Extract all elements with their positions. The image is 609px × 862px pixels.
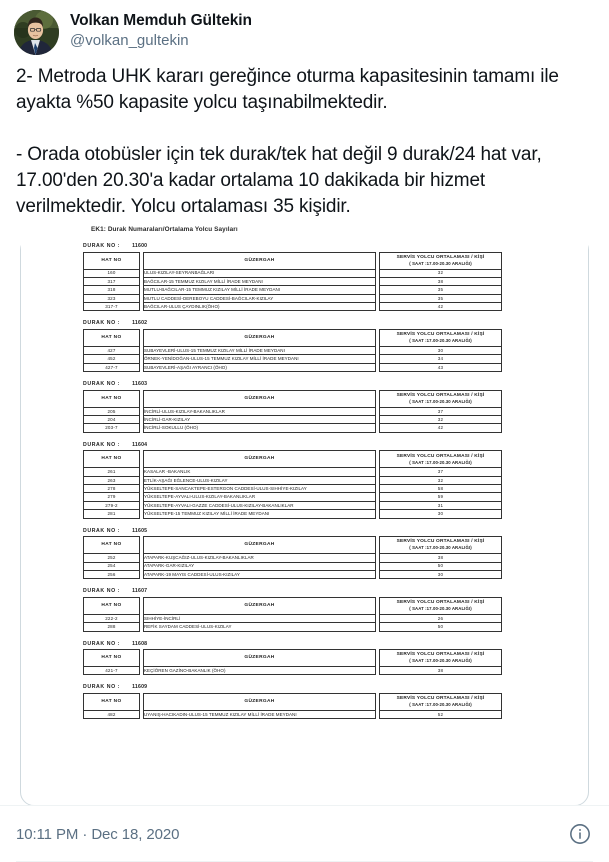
cell-route: BAĞCILAR-15 TEMMUZ KIZILAY MİLLİ İRADE MEYDANI [144, 277, 376, 285]
column-header-guzergah: GÜZERGAH [144, 451, 376, 468]
table-row [84, 510, 502, 518]
average-header-line1: SERVİS YOLCU ORTALAMASI / KİŞİ [396, 600, 485, 606]
column-header-guzergah: GÜZERGAH [144, 597, 376, 614]
stop-header [83, 684, 564, 690]
cell-hat-no: 427-7 [84, 363, 140, 371]
cell-average: 38 [380, 277, 502, 285]
cell-route: İNCİRLİ-SOKULLU (ÖHO) [144, 424, 376, 432]
table-header-row [84, 390, 502, 407]
table-row [84, 623, 502, 631]
cell-hat-no: 482 [84, 710, 140, 718]
timestamp[interactable]: 10:11 PM · Dec 18, 2020 [16, 825, 180, 843]
tweet-header [0, 0, 609, 55]
stop-header [83, 320, 564, 326]
table-row [84, 501, 502, 509]
cell-hat-no: 263 [84, 476, 140, 484]
cell-hat-no: 261 [84, 468, 140, 476]
tweet-media-image[interactable] [20, 226, 589, 806]
cell-average: 50 [380, 623, 502, 631]
average-header-line1: SERVİS YOLCU ORTALAMASI / KİŞİ [396, 539, 485, 545]
table-header-row [84, 597, 502, 614]
table-row [84, 424, 502, 432]
column-header-guzergah: GÜZERGAH [144, 650, 376, 667]
cell-route: İNCİRLİ-ULUS-KIZILAY-BAKANLIKLAR [144, 407, 376, 415]
stop-table [83, 450, 502, 518]
table-header-row [84, 252, 502, 269]
cell-route: BAĞCILAR-ULUS ÇAYDINLIK(ÖHO) [144, 303, 376, 311]
cell-average: 32 [380, 269, 502, 277]
table-row [84, 416, 502, 424]
table-header-row [84, 329, 502, 346]
stop-block [83, 442, 564, 519]
average-header-line2: ( SAAT :17.00-20.30 ARALIĞI) [409, 658, 472, 664]
table-row [84, 562, 502, 570]
stop-block [83, 684, 564, 719]
stop-label: DURAK NO : [83, 684, 121, 691]
cell-hat-no: 421-7 [84, 667, 140, 675]
column-header-average [380, 252, 502, 269]
cell-hat-no: 254 [84, 562, 140, 570]
cell-average: 32 [380, 416, 502, 424]
stop-number: 11608 [132, 640, 148, 647]
table-row [84, 493, 502, 501]
cell-hat-no: 323 [84, 294, 140, 302]
column-header-average [380, 597, 502, 614]
cell-route: YÜKSELTEPE-15 TEMMUZ KIZILAY MİLLİ İRADE MEYDANI [144, 510, 376, 518]
cell-average: 26 [380, 614, 502, 622]
column-header-average [380, 650, 502, 667]
cell-hat-no: 452 [84, 355, 140, 363]
average-header-line2: ( SAAT :17.00-20.30 ARALIĞI) [409, 338, 472, 344]
table-row [84, 614, 502, 622]
stop-table [83, 390, 502, 433]
cell-route: YÜKSELTEPE-AYVALI-ULUS-KIZILAY-BAKANLIKLAR [144, 493, 376, 501]
stop-number: 11602 [132, 320, 148, 327]
stop-label: DURAK NO : [83, 588, 121, 595]
cell-hat-no: 204 [84, 416, 140, 424]
table-row [84, 294, 502, 302]
cell-route: SUBAYEVLERİ-AŞAĞI AYRANCI (ÖHO) [144, 363, 376, 371]
cell-average: 38 [380, 667, 502, 675]
cell-route: ÖRNEK-YENİDOĞAN-ULUS-15 TEMMUZ KIZILAY MİLLİ İRADE MEYDANI [144, 355, 376, 363]
stop-table [83, 329, 502, 372]
table-row [84, 485, 502, 493]
cell-route: KEÇİÖREN GAZİNO-BAKANLIK (ÖHO) [144, 667, 376, 675]
cell-average: 34 [380, 355, 502, 363]
stop-number: 11605 [132, 527, 148, 534]
cell-average: 42 [380, 303, 502, 311]
stop-block [83, 588, 564, 631]
table-row [84, 363, 502, 371]
average-header-line2: ( SAAT :17.00-20.30 ARALIĞI) [409, 398, 472, 404]
cell-hat-no: 160 [84, 269, 140, 277]
table-row [84, 277, 502, 285]
column-header-average [380, 693, 502, 710]
info-circle-icon[interactable] [569, 823, 591, 845]
cell-route: UYANIŞ-HACIKADIN-ULUS-15 TEMMUZ KIZILAY MİLLİ İRADE MEYDANI [144, 710, 376, 718]
stop-header [83, 243, 564, 249]
stop-number: 11603 [132, 381, 148, 388]
cell-route: REFİK SAYDAM CADDESİ-ULUS-KIZILAY [144, 623, 376, 631]
table-row [84, 710, 502, 718]
stop-block [83, 243, 564, 311]
stop-label: DURAK NO : [83, 243, 121, 249]
tweet-paragraph-1: 2- Metroda UHK kararı gereğince oturma kapasitesinin tamamı ile ayakta %50 kapasite yolcu taşınabilmektedir. [16, 66, 559, 113]
table-header-row [84, 537, 502, 554]
cell-average: 35 [380, 286, 502, 294]
document-body [21, 237, 588, 736]
cell-hat-no: 203-7 [84, 424, 140, 432]
cell-average: 35 [380, 294, 502, 302]
cell-route: YÜKSELTEPE-AYVALI-GAZZE CADDESİ-ULUS-KIZILAY-BAKANLIKLAR [144, 501, 376, 509]
cell-route: ATAPARK-19 MAYIS CADDESİ-ULUS-KIZILAY [144, 570, 376, 578]
cell-hat-no: 279 [84, 493, 140, 501]
document-screenshot [21, 223, 588, 736]
column-header-average [380, 329, 502, 346]
table-row [84, 286, 502, 294]
handle[interactable]: @volkan_gultekin [70, 32, 189, 49]
average-header-line1: SERVİS YOLCU ORTALAMASI / KİŞİ [396, 453, 485, 459]
stop-table [83, 693, 502, 719]
average-header-line2: ( SAAT :17.00-20.30 ARALIĞI) [409, 606, 472, 612]
display-name[interactable]: Volkan Memduh Gültekin [70, 12, 252, 29]
cell-average: 52 [380, 710, 502, 718]
table-row [84, 554, 502, 562]
table-header-row [84, 650, 502, 667]
average-header-line1: SERVİS YOLCU ORTALAMASI / KİŞİ [396, 392, 485, 398]
cell-route: SIHHİYE-İNCİRLİ [144, 614, 376, 622]
cell-average: 37 [380, 407, 502, 415]
cell-route: ETLİK-AŞAĞI EĞLENCE-ULUS-KIZILAY [144, 476, 376, 484]
cell-hat-no: 317-7 [84, 303, 140, 311]
stop-label: DURAK NO : [83, 640, 121, 647]
column-header-hat-no: HAT NO [84, 252, 140, 269]
stop-block [83, 320, 564, 372]
cell-hat-no: 256 [84, 570, 140, 578]
cell-hat-no: 222-2 [84, 614, 140, 622]
cell-route: ATAPARK-GAR-KIZILAY [144, 562, 376, 570]
stop-label: DURAK NO : [83, 320, 121, 327]
cell-average: 50 [380, 562, 502, 570]
cell-route: MUTLU CADDESİ-DEREBOYU CADDESİ-BAĞCILAR-KIZILAY [144, 294, 376, 302]
column-header-hat-no: HAT NO [84, 451, 140, 468]
stop-table [83, 597, 502, 632]
cell-hat-no: 318 [84, 286, 140, 294]
cell-average: 30 [380, 510, 502, 518]
cell-average: 42 [380, 424, 502, 432]
table-header-row [84, 451, 502, 468]
stop-number: 11600 [132, 243, 148, 249]
column-header-guzergah: GÜZERGAH [144, 537, 376, 554]
cell-route: KASALAR -BAKANLIK [144, 468, 376, 476]
column-header-guzergah: GÜZERGAH [144, 329, 376, 346]
table-row [84, 346, 502, 354]
cell-hat-no: 252 [84, 554, 140, 562]
column-header-average [380, 390, 502, 407]
average-header-line2: ( SAAT :17.00-20.30 ARALIĞI) [409, 260, 472, 266]
stop-header [83, 588, 564, 594]
average-header-line1: SERVİS YOLCU ORTALAMASI / KİŞİ [396, 696, 485, 702]
document-title: EK1: Durak Numaraları/Ortalama Yolcu Sayıları [91, 226, 238, 233]
column-header-hat-no: HAT NO [84, 650, 140, 667]
cell-route: YÜKSELTEPE-SANCAKTEPE-ESTERGON CADDESİ-ULUS-SIHHİYE-KIZILAY [144, 485, 376, 493]
stop-label: DURAK NO : [83, 527, 121, 534]
stop-number: 11607 [132, 588, 148, 595]
column-header-hat-no: HAT NO [84, 390, 140, 407]
average-header-line1: SERVİS YOLCU ORTALAMASI / KİŞİ [396, 254, 485, 260]
stop-block [83, 641, 564, 676]
average-header-line1: SERVİS YOLCU ORTALAMASI / KİŞİ [396, 332, 485, 338]
table-row [84, 407, 502, 415]
cell-average: 30 [380, 346, 502, 354]
cell-hat-no: 281 [84, 510, 140, 518]
stop-label: DURAK NO : [83, 381, 121, 388]
table-row [84, 667, 502, 675]
stop-header [83, 641, 564, 647]
cell-average: 30 [380, 570, 502, 578]
column-header-hat-no: HAT NO [84, 693, 140, 710]
average-header-line1: SERVİS YOLCU ORTALAMASI / KİŞİ [396, 652, 485, 658]
cell-average: 32 [380, 476, 502, 484]
column-header-hat-no: HAT NO [84, 329, 140, 346]
stop-table [83, 536, 502, 579]
average-header-line2: ( SAAT :17.00-20.30 ARALIĞI) [409, 545, 472, 551]
column-header-guzergah: GÜZERGAH [144, 693, 376, 710]
cell-route: ULUS-KIZILAY-SEYRANBAĞLARI [144, 269, 376, 277]
cell-route: SUBAYEVLERİ-ULUS-15 TEMMUZ KIZILAY MİLLİ İRADE MEYDANI [144, 346, 376, 354]
cell-hat-no: 205 [84, 407, 140, 415]
stop-block [83, 528, 564, 580]
cell-average: 31 [380, 501, 502, 509]
cell-average: 38 [380, 554, 502, 562]
table-row [84, 269, 502, 277]
stop-header [83, 528, 564, 534]
stop-block [83, 381, 564, 433]
average-header-line2: ( SAAT :17.00-20.30 ARALIĞI) [409, 702, 472, 708]
cell-route: ATAPARK-KUŞCAĞIZ-ULUS-KIZILAY-BAKANLIKLAR [144, 554, 376, 562]
cell-hat-no: 278 [84, 485, 140, 493]
cell-route: MUTLU-BAĞCILAR-15 TEMMUZ KIZILAY MİLLİ İRADE MEYDANI [144, 286, 376, 294]
user-avatar-photo [14, 10, 59, 55]
stop-number: 11609 [132, 684, 148, 691]
column-header-average [380, 451, 502, 468]
avatar[interactable] [14, 10, 59, 55]
table-row [84, 476, 502, 484]
stop-header [83, 442, 564, 448]
table-row [84, 468, 502, 476]
cell-average: 37 [380, 468, 502, 476]
table-row [84, 570, 502, 578]
tweet-paragraph-2: - Orada otobüsler için tek durak/tek hat değil 9 durak/24 hat var, 17.00'den 20.30'a kadar ortalama 10 dakikada bir hizmet verilmektedir. Yolcu ortalaması 35 kişidir. [16, 144, 542, 217]
cell-hat-no: 317 [84, 277, 140, 285]
column-header-guzergah: GÜZERGAH [144, 390, 376, 407]
column-header-hat-no: HAT NO [84, 537, 140, 554]
cell-hat-no: 427 [84, 346, 140, 354]
column-header-average [380, 537, 502, 554]
stop-label: DURAK NO : [83, 441, 121, 448]
cell-average: 58 [380, 485, 502, 493]
column-header-hat-no: HAT NO [84, 597, 140, 614]
stop-number: 11604 [132, 441, 148, 448]
stop-table [83, 649, 502, 675]
name-block [70, 10, 252, 51]
table-row [84, 303, 502, 311]
cell-hat-no: 279-2 [84, 501, 140, 509]
cell-hat-no: 288 [84, 623, 140, 631]
column-header-guzergah: GÜZERGAH [144, 252, 376, 269]
stop-header [83, 381, 564, 387]
cell-route: İNCİRLİ-GAR-KIZILAY [144, 416, 376, 424]
tweet-footer [0, 805, 609, 862]
table-header-row [84, 693, 502, 710]
tweet-text [0, 55, 609, 220]
stop-table [83, 252, 502, 312]
cell-average: 59 [380, 493, 502, 501]
cell-average: 43 [380, 363, 502, 371]
average-header-line2: ( SAAT :17.00-20.30 ARALIĞI) [409, 459, 472, 465]
table-row [84, 355, 502, 363]
